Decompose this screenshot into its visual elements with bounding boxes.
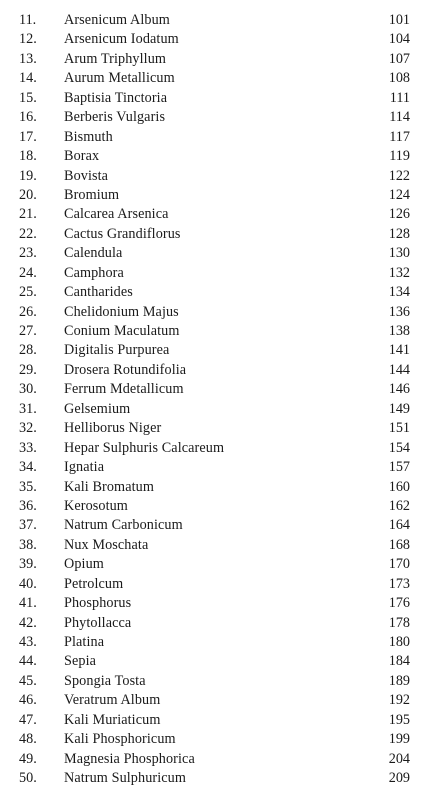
entry-number: 28. bbox=[19, 342, 37, 359]
entry-title: Kali Muriaticum bbox=[64, 711, 161, 728]
entry-number: 14. bbox=[19, 70, 37, 87]
entry-title: Arum Triphyllum bbox=[64, 50, 167, 67]
entry-number: 46. bbox=[19, 692, 37, 709]
entry-page-number: 204 bbox=[388, 750, 410, 767]
entry-number: 21. bbox=[19, 206, 37, 223]
entry-number: 44. bbox=[19, 653, 37, 670]
toc-entry bbox=[0, 186, 434, 205]
entry-number: 29. bbox=[19, 361, 37, 378]
entry-title: Chelidonium Majus bbox=[64, 303, 179, 320]
toc-entry bbox=[0, 108, 434, 127]
entry-title: Borax bbox=[64, 148, 100, 165]
entry-number: 33. bbox=[19, 439, 37, 456]
entry-page-number: 162 bbox=[388, 497, 410, 514]
entry-number: 12. bbox=[19, 31, 37, 48]
entry-page-number: 104 bbox=[388, 31, 410, 48]
toc-entry bbox=[0, 225, 434, 244]
entry-page-number: 164 bbox=[388, 517, 410, 534]
entry-title: Veratrum Album bbox=[64, 692, 161, 709]
entry-number: 25. bbox=[19, 284, 37, 301]
toc-entry bbox=[0, 439, 434, 458]
toc-entry bbox=[0, 167, 434, 186]
entry-title: Helliborus Niger bbox=[64, 420, 162, 437]
entry-page-number: 192 bbox=[388, 692, 410, 709]
toc-entry bbox=[0, 516, 434, 535]
entry-title: Natrum Carbonicum bbox=[64, 517, 183, 534]
entry-page-number: 157 bbox=[388, 459, 410, 476]
entry-title: Kali Bromatum bbox=[64, 478, 154, 495]
toc-entry bbox=[0, 614, 434, 633]
toc-entry bbox=[0, 750, 434, 769]
toc-entry bbox=[0, 303, 434, 322]
entry-title: Kerosotum bbox=[64, 497, 128, 514]
entry-page-number: 189 bbox=[388, 672, 410, 689]
toc-entry bbox=[0, 691, 434, 710]
entry-number: 17. bbox=[19, 128, 37, 145]
entry-title: Platina bbox=[64, 634, 105, 650]
entry-page-number: 209 bbox=[388, 770, 410, 787]
toc-entry bbox=[0, 341, 434, 360]
entry-number: 30. bbox=[19, 381, 37, 398]
toc-entry bbox=[0, 400, 434, 419]
toc-entry bbox=[0, 283, 434, 302]
toc-entry bbox=[0, 380, 434, 399]
entry-number: 48. bbox=[19, 731, 37, 748]
entry-page-number: 168 bbox=[388, 536, 410, 553]
entry-number: 22. bbox=[19, 225, 37, 242]
entry-number: 39. bbox=[19, 556, 37, 573]
entry-number: 43. bbox=[19, 634, 37, 650]
entry-title: Bromium bbox=[64, 186, 120, 203]
entry-number: 36. bbox=[19, 497, 37, 514]
entry-title: Ignatia bbox=[64, 459, 105, 476]
entry-page-number: 173 bbox=[388, 575, 410, 592]
toc-entry bbox=[0, 458, 434, 477]
entry-page-number: 146 bbox=[388, 381, 410, 398]
toc-entry bbox=[0, 555, 434, 574]
entry-title: Magnesia Phosphorica bbox=[64, 750, 195, 767]
entry-page-number: 151 bbox=[388, 420, 410, 437]
entry-number: 13. bbox=[19, 50, 37, 67]
toc-entry bbox=[0, 652, 434, 671]
entry-number: 26. bbox=[19, 303, 37, 320]
toc-entry bbox=[0, 575, 434, 594]
entry-page-number: 136 bbox=[388, 303, 410, 320]
entry-title: Bovista bbox=[64, 167, 109, 184]
entry-title: Arsenicum Album bbox=[64, 12, 170, 28]
toc-entry bbox=[0, 769, 434, 788]
entry-page-number: 180 bbox=[388, 634, 410, 650]
entry-page-number: 149 bbox=[388, 400, 410, 417]
entry-number: 27. bbox=[19, 323, 37, 339]
toc-entry bbox=[0, 730, 434, 749]
entry-page-number: 160 bbox=[388, 478, 410, 495]
entry-number: 15. bbox=[19, 89, 37, 106]
entry-title: Arsenicum Iodatum bbox=[64, 31, 179, 48]
toc-entry bbox=[0, 361, 434, 380]
entry-title: Baptisia Tinctoria bbox=[64, 89, 168, 106]
entry-title: Camphora bbox=[64, 264, 124, 281]
entry-page-number: 184 bbox=[388, 653, 410, 670]
entry-title: Phytollacca bbox=[64, 614, 132, 631]
entry-page-number: 124 bbox=[388, 186, 410, 203]
toc-entry bbox=[0, 11, 434, 30]
entry-title: Phosphorus bbox=[64, 595, 132, 612]
entry-number: 31. bbox=[19, 400, 37, 417]
entry-page-number: 128 bbox=[388, 225, 410, 242]
entry-number: 37. bbox=[19, 517, 37, 534]
entry-number: 11. bbox=[19, 12, 37, 28]
entry-page-number: 141 bbox=[388, 342, 410, 359]
entry-page-number: 132 bbox=[388, 264, 410, 281]
entry-number: 23. bbox=[19, 245, 37, 262]
entry-number: 42. bbox=[19, 614, 37, 631]
entry-title: Calendula bbox=[64, 245, 123, 262]
toc-entry bbox=[0, 536, 434, 555]
entry-page-number: 138 bbox=[388, 323, 410, 339]
toc-entry bbox=[0, 147, 434, 166]
entry-page-number: 199 bbox=[388, 731, 410, 748]
toc-entry bbox=[0, 50, 434, 69]
toc-entry bbox=[0, 633, 434, 652]
toc-entry bbox=[0, 69, 434, 88]
entry-page-number: 176 bbox=[388, 595, 410, 612]
entry-page-number: 108 bbox=[388, 70, 410, 87]
toc-entry bbox=[0, 594, 434, 613]
entry-title: Petrolcum bbox=[64, 575, 124, 592]
toc-entry bbox=[0, 711, 434, 730]
entry-title: Hepar Sulphuris Calcareum bbox=[64, 439, 225, 456]
toc-entry bbox=[0, 478, 434, 497]
entry-page-number: 134 bbox=[388, 284, 410, 301]
entry-title: Gelsemium bbox=[64, 400, 131, 417]
entry-page-number: 130 bbox=[388, 245, 410, 262]
entry-title: Kali Phosphoricum bbox=[64, 731, 176, 748]
toc-entry bbox=[0, 672, 434, 691]
entry-title: Cactus Grandiflorus bbox=[64, 225, 181, 242]
entry-number: 49. bbox=[19, 750, 37, 767]
entry-number: 32. bbox=[19, 420, 37, 437]
entry-page-number: 114 bbox=[389, 109, 410, 126]
entry-page-number: 119 bbox=[389, 148, 410, 165]
entry-number: 34. bbox=[19, 459, 37, 476]
entry-number: 24. bbox=[19, 264, 37, 281]
entry-number: 50. bbox=[19, 770, 37, 787]
toc-entry bbox=[0, 419, 434, 438]
entry-title: Bismuth bbox=[64, 128, 113, 145]
entry-page-number: 101 bbox=[388, 12, 410, 28]
entry-title: Sepia bbox=[64, 653, 97, 670]
toc-entry bbox=[0, 30, 434, 49]
toc-entry bbox=[0, 205, 434, 224]
entry-title: Natrum Sulphuricum bbox=[64, 770, 186, 787]
entry-title: Aurum Metallicum bbox=[64, 70, 175, 87]
entry-page-number: 122 bbox=[388, 167, 410, 184]
entry-title: Spongia Tosta bbox=[64, 672, 146, 689]
entry-number: 41. bbox=[19, 595, 37, 612]
entry-page-number: 111 bbox=[389, 89, 410, 106]
entry-number: 16. bbox=[19, 109, 37, 126]
entry-number: 38. bbox=[19, 536, 37, 553]
entry-title: Calcarea Arsenica bbox=[64, 206, 169, 223]
entry-page-number: 107 bbox=[388, 50, 410, 67]
entry-number: 20. bbox=[19, 186, 37, 203]
toc-entry bbox=[0, 497, 434, 516]
entry-page-number: 195 bbox=[388, 711, 410, 728]
entry-title: Digitalis Purpurea bbox=[64, 342, 170, 359]
entry-number: 19. bbox=[19, 167, 37, 184]
entry-number: 40. bbox=[19, 575, 37, 592]
toc-entry bbox=[0, 264, 434, 283]
toc-entry bbox=[0, 244, 434, 263]
entry-page-number: 144 bbox=[388, 361, 410, 378]
entry-title: Drosera Rotundifolia bbox=[64, 361, 187, 378]
entry-title: Berberis Vulgaris bbox=[64, 109, 166, 126]
entry-page-number: 178 bbox=[388, 614, 410, 631]
entry-number: 35. bbox=[19, 478, 37, 495]
table-of-contents bbox=[0, 11, 434, 789]
entry-number: 47. bbox=[19, 711, 37, 728]
entry-title: Opium bbox=[64, 556, 104, 573]
entry-title: Nux Moschata bbox=[64, 536, 149, 553]
toc-entry bbox=[0, 128, 434, 147]
entry-page-number: 170 bbox=[388, 556, 410, 573]
entry-page-number: 154 bbox=[388, 439, 410, 456]
toc-entry bbox=[0, 322, 434, 341]
entry-page-number: 126 bbox=[388, 206, 410, 223]
toc-entry bbox=[0, 89, 434, 108]
entry-title: Cantharides bbox=[64, 284, 133, 301]
entry-title: Conium Maculatum bbox=[64, 323, 180, 339]
entry-page-number: 117 bbox=[389, 128, 410, 145]
entry-title: Ferrum Mdetallicum bbox=[64, 381, 184, 398]
entry-number: 45. bbox=[19, 672, 37, 689]
entry-number: 18. bbox=[19, 148, 37, 165]
